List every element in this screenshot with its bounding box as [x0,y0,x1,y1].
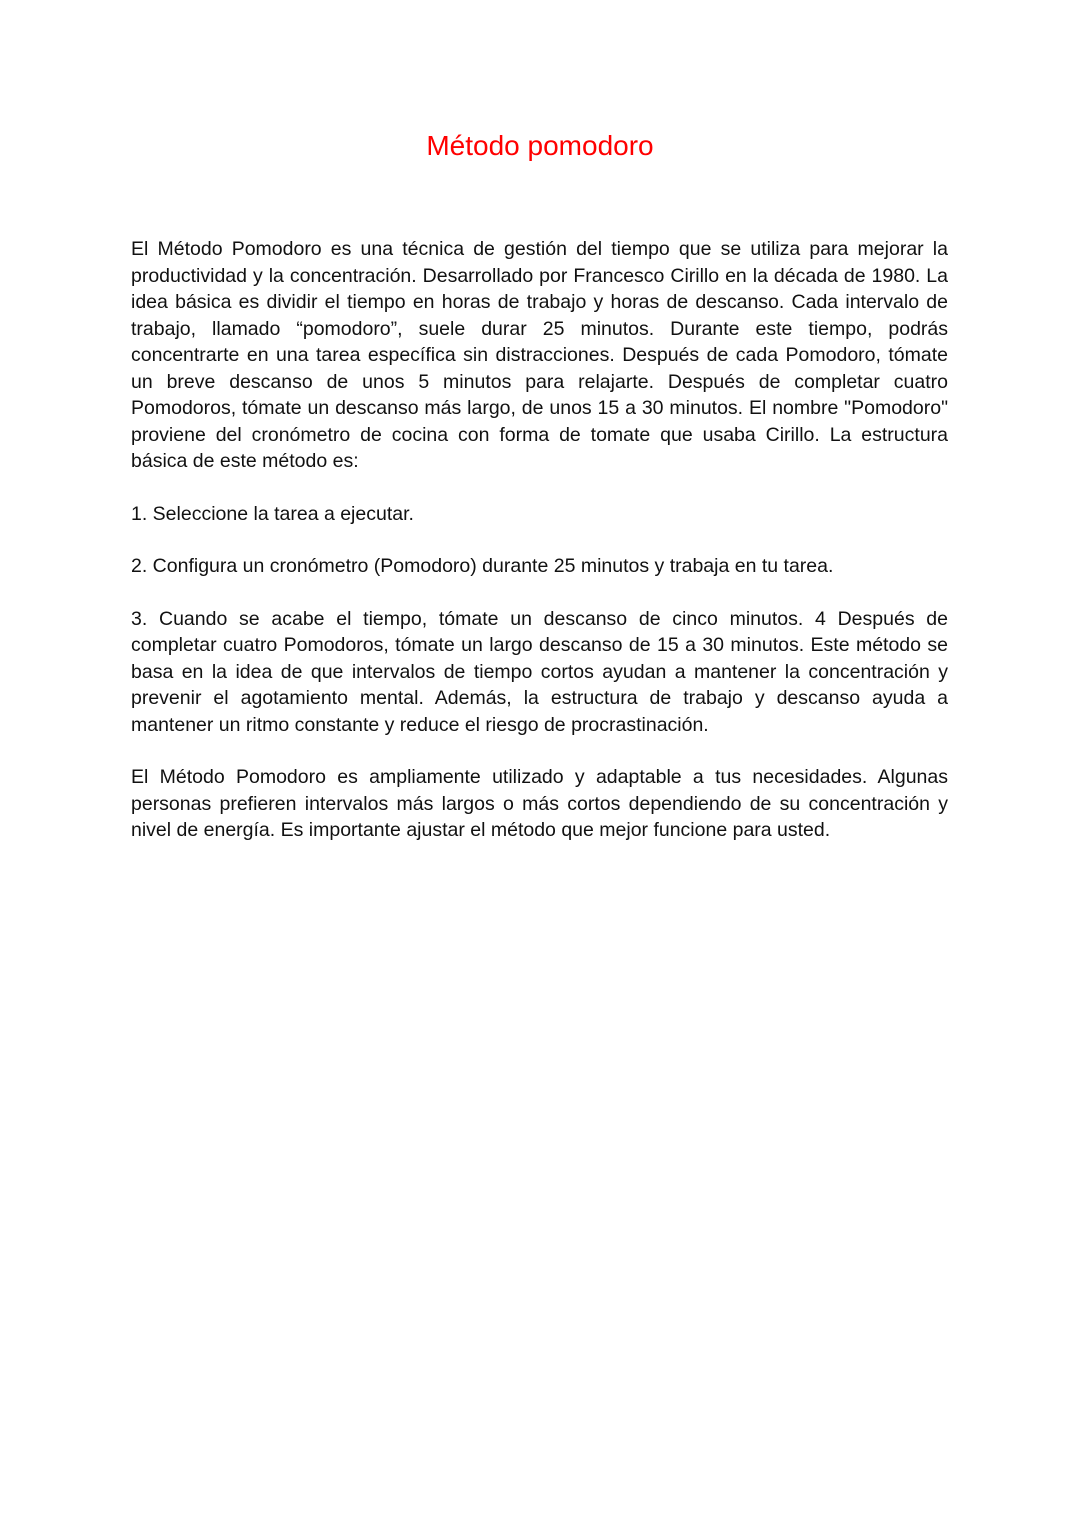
conclusion-paragraph: El Método Pomodoro es ampliamente utilizado y adaptable a tus necesidades. Algunas personas prefieren intervalos más largos o más cortos dependiendo de su concentración y nivel de energía. Es importante ajustar el método que mejor funcione para usted. [131,766,948,841]
step-3-paragraph: 3. Cuando se acabe el tiempo, tómate un descanso de cinco minutos. 4 Después de completar cuatro Pomodoros, tómate un largo descanso de 15 a 30 minutos. Este método se basa en la idea de que intervalos de tiempo cortos ayudan a mantener la concentración y prevenir el agotamiento mental. Además, la estructura de trabajo y descanso ayuda a mantener un ritmo constante y reduce el riesgo de procrastinación. [131,607,948,736]
intro-paragraph: El Método Pomodoro es una técnica de gestión del tiempo que se utiliza para mejorar la productividad y la concentración. Desarrollado por Francesco Cirillo en la década de 1980. La idea básica es dividir el tiempo en horas de trabajo y horas de descanso. Cada intervalo de trabajo, llamado “pomodoro”, suele durar 25 minutos. Durante este tiempo, podrás concentrarte en una tarea específica sin distracciones. Después de cada Pomodoro, tómate un breve descanso de unos 5 minutos para relajarte. Después de completar cuatro Pomodoros, tómate un descanso más largo, de unos 15 a 30 minutos. El nombre "Pomodoro" proviene del cronómetro de cocina con forma de tomate que usaba Cirillo. La estructura básica de este método es: [131,238,948,472]
step-2-paragraph: 2. Configura un cronómetro (Pomodoro) durante 25 minutos y trabaja en tu tarea. [131,555,834,577]
step-1-paragraph: 1. Seleccione la tarea a ejecutar. [131,502,414,525]
document-title: Método pomodoro [426,130,654,161]
document-body [131,236,948,844]
